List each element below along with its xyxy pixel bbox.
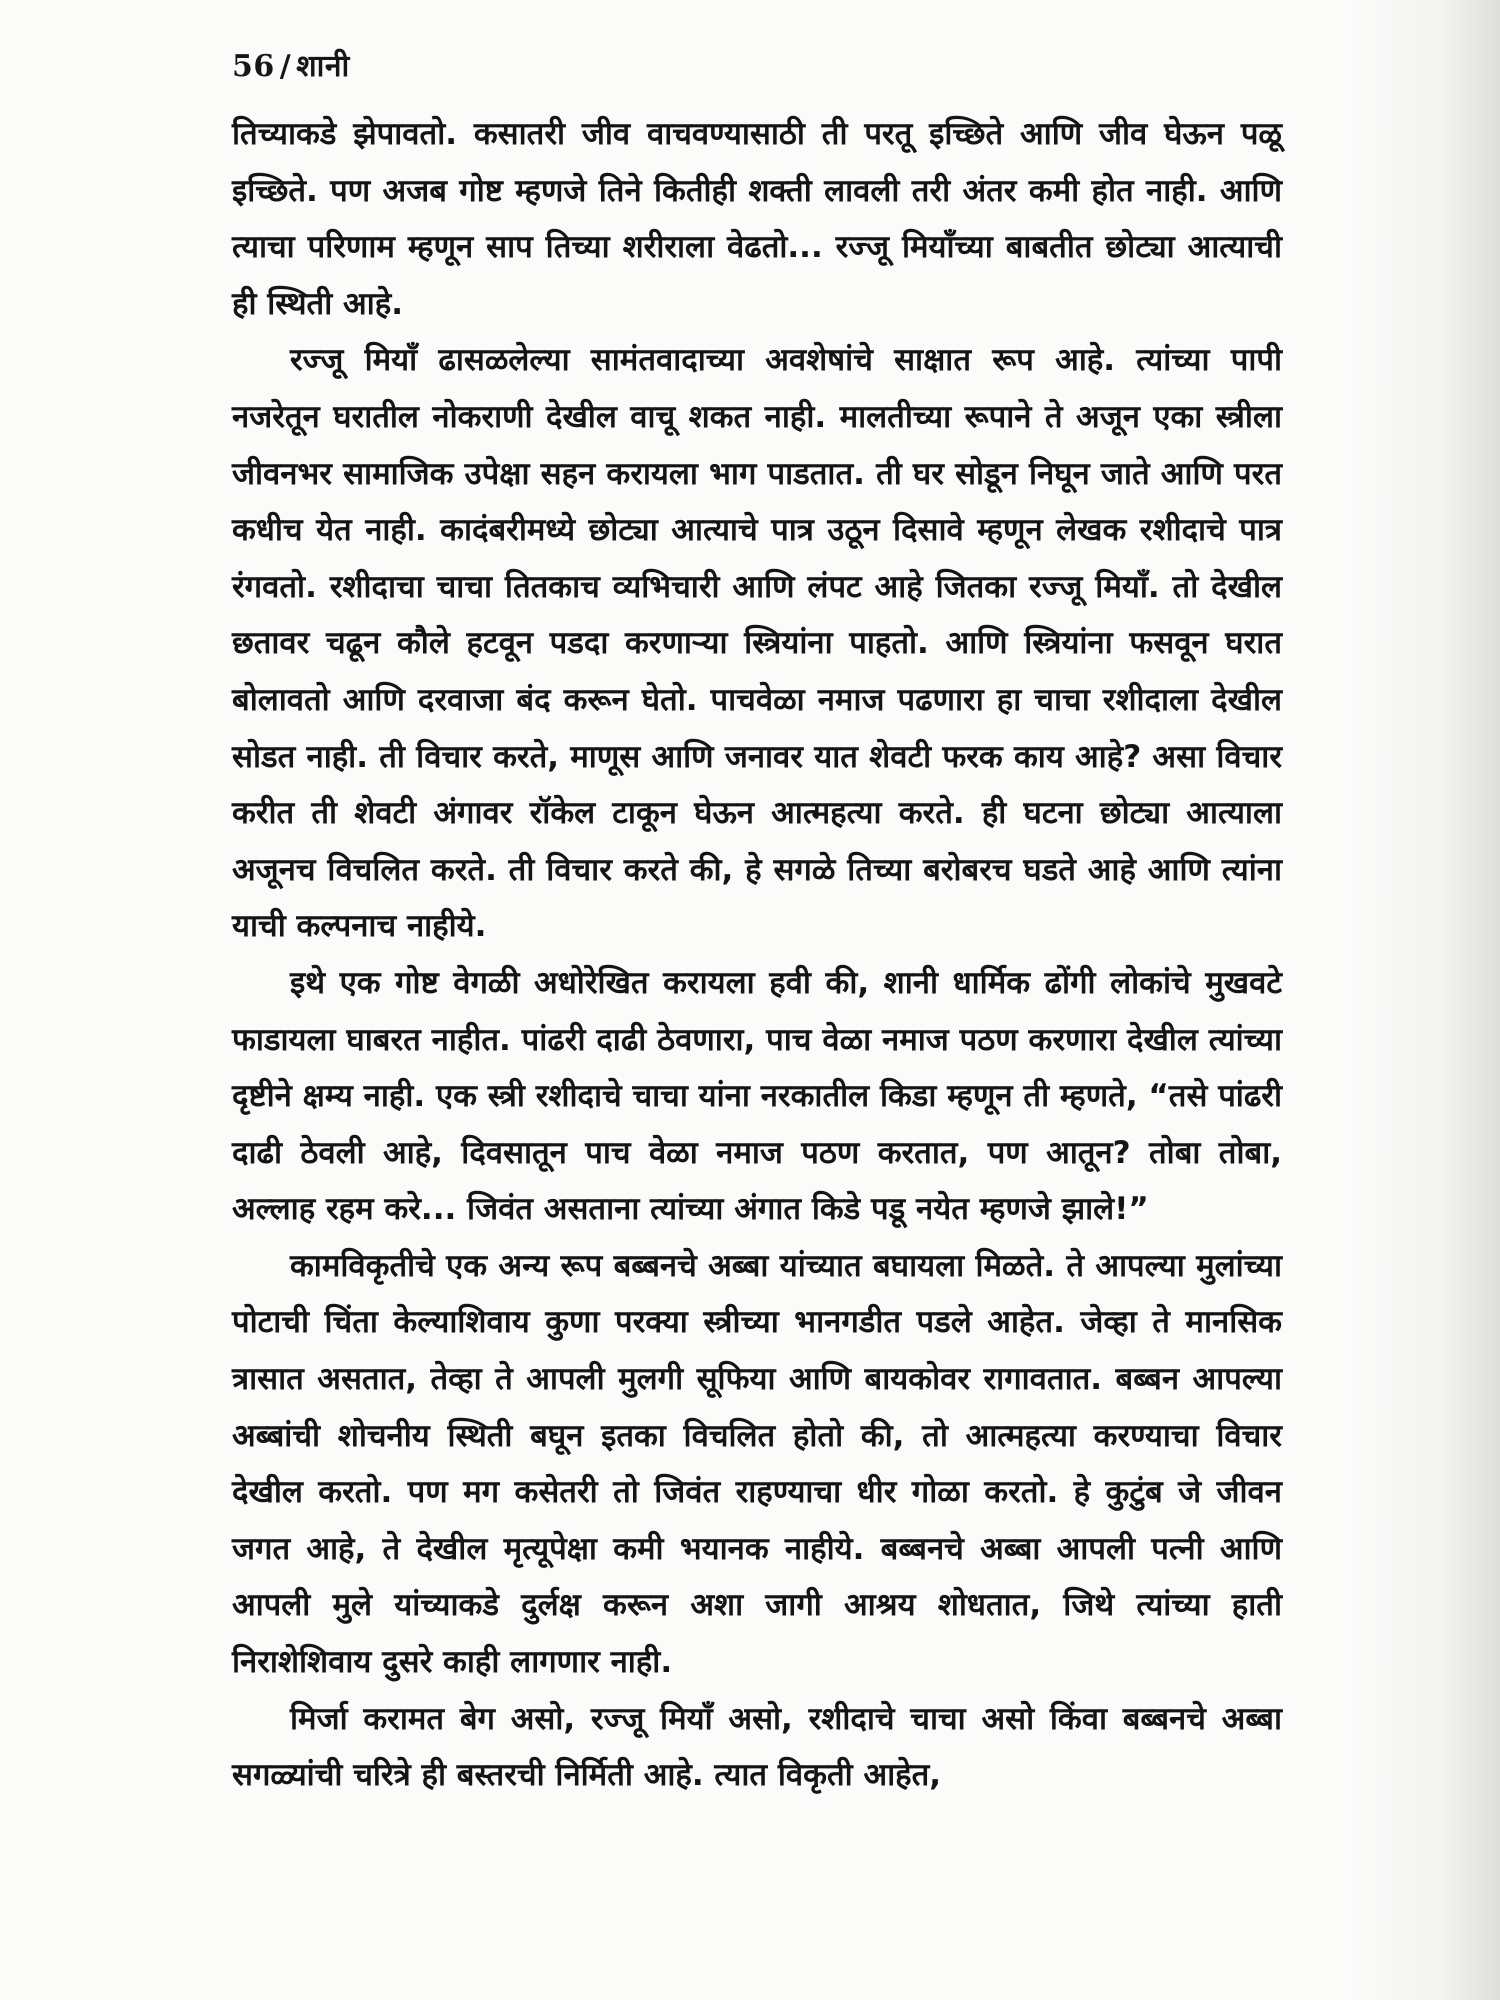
paragraph-5: मिर्जा करामत बेग असो, रज्जू मियाँ असो, रशीदाचे चाचा असो किंवा बब्बनचे अब्बा सगळ्यांची चरित्रे ही बस्तरची निर्मिती आहे. त्यात विकृती आहेत, — [232, 1700, 1282, 1794]
header-separator: / — [279, 49, 292, 84]
paragraph-4: कामविकृतीचे एक अन्य रूप बब्बनचे अब्बा यांच्यात बघायला मिळते. ते आपल्या मुलांच्या पोटाची चिंता केल्याशिवाय कुणा परक्या स्त्रीच्या भानगडीत पडले आहेत. जेव्हा ते मानसिक त्रासात असतात, तेव्हा ते आपली मुलगी सूफिया आणि बायकोवर रागावतात. बब्बन आपल्या अब्बांची शोचनीय स्थिती बघून इतका विचलित होतो की, तो आत्महत्या करण्याचा विचार देखील करतो. पण मग कसेतरी तो जिवंत राहण्याचा धीर गोळा करतो. हे कुटुंब जे जीवन जगत आहे, ते देखील मृत्यूपेक्षा कमी भयानक नाहीये. बब्बनचे अब्बा आपली पत्नी आणि आपली मुले यांच्याकडे दुर्लक्ष करून अशा जागी आश्रय शोधतात, जिथे त्यांच्या हाती निराशेशिवाय दुसरे काही लागणार नाही. — [232, 1247, 1282, 1681]
page-edge-shadow — [1350, 0, 1500, 2000]
body-text — [232, 106, 1282, 1804]
paragraph-3: इथे एक गोष्ट वेगळी अधोरेखित करायला हवी की, शानी धार्मिक ढोंगी लोकांचे मुखवटे फाडायला घाबरत नाहीत. पांढरी दाढी ठेवणारा, पाच वेळा नमाज पठण करणारा देखील त्यांच्या दृष्टीने क्षम्य नाही. एक स्त्री रशीदाचे चाचा यांना नरकातील किडा म्हणून ती म्हणते, “तसे पांढरी दाढी ठेवली आहे, दिवसातून पाच वेळा नमाज पठण करतात, पण आतून? तोबा तोबा, अल्लाह रहम करे... जिवंत असताना त्यांच्या अंगात किडे पडू नयेत म्हणजे झाले!” — [232, 964, 1282, 1228]
page-number: 56 — [232, 49, 275, 84]
paragraph-2: रज्जू मियाँ ढासळलेल्या सामंतवादाच्या अवशेषांचे साक्षात रूप आहे. त्यांच्या पापी नजरेतून घरातील नोकराणी देखील वाचू शकत नाही. मालतीच्या रूपाने ते अजून एका स्त्रीला जीवनभर सामाजिक उपेक्षा सहन करायला भाग पाडतात. ती घर सोडून निघून जाते आणि परत कधीच येत नाही. कादंबरीमध्ये छोट्या आत्याचे पात्र उठून दिसावे म्हणून लेखक रशीदाचे पात्र रंगवतो. रशीदाचा चाचा तितकाच व्यभिचारी आणि लंपट आहे जितका रज्जू मियाँ. तो देखील छतावर चढून कौले हटवून पडदा करणाऱ्या स्त्रियांना पाहतो. आणि स्त्रियांना फसवून घरात बोलावतो आणि दरवाजा बंद करून घेतो. पाचवेळा नमाज पढणारा हा चाचा रशीदाला देखील सोडत नाही. ती विचार करते, माणूस आणि जनावर यात शेवटी फरक काय आहे? असा विचार करीत ती शेवटी अंगावर रॉकेल टाकून घेऊन आत्महत्या करते. ही घटना छोट्या आत्याला अजूनच विचलित करते. ती विचार करते की, हे सगळे तिच्या बरोबरच घडते आहे आणि त्यांना याची कल्पनाच नाहीये. — [232, 342, 1282, 945]
paragraph-1: तिच्याकडे झेपावतो. कसातरी जीव वाचवण्यासाठी ती परतू इच्छिते आणि जीव घेऊन पळू इच्छिते. पण अजब गोष्ट म्हणजे तिने कितीही शक्ती लावली तरी अंतर कमी होत नाही. आणि त्याचा परिणाम म्हणून साप तिच्या शरीराला वेढतो... रज्जू मियाँच्या बाबतीत छोट्या आत्याची ही स्थिती आहे. — [232, 116, 1282, 322]
book-title: शानी — [296, 49, 350, 84]
page-header — [232, 44, 350, 85]
